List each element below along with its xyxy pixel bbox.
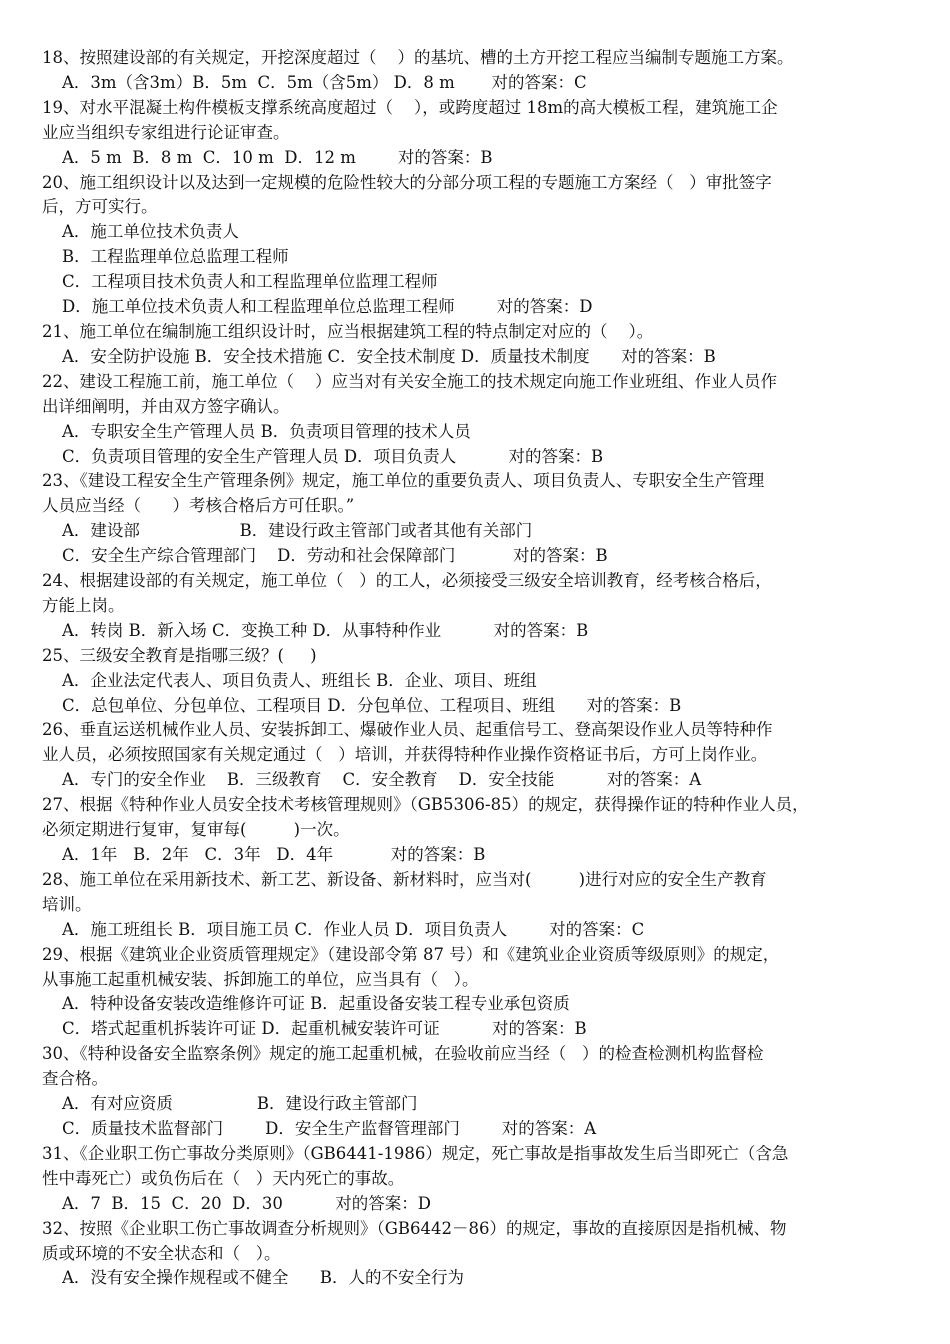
question-text-line: 31、《企业职工伤亡事故分类原则》（GB6441-1986）规定，死亡事故是指事故发生后当即死亡（含急 (42, 1143, 789, 1163)
answer-option-line: A．特种设备安装改造维修许可证 B．起重设备安装工程专业承包资质 (62, 994, 570, 1014)
question-text-line: 29、根据《建筑业企业资质管理规定》（建设部令第 87 号）和《建筑业企业资质等级原则》的规定， (42, 944, 780, 964)
answer-option-line: C．负责项目管理的安全生产管理人员 D．项目负责人 对的答案：B (62, 446, 604, 466)
question-text-line: 24、根据建设部的有关规定，施工单位（ ）的工人，必须接受三级安全培训教育，经考核合格后， (42, 571, 772, 591)
answer-option-line: A．施工单位技术负责人 (62, 222, 239, 242)
question-text-line: 20、施工组织设计以及达到一定规模的危险性较大的分部分项工程的专题施工方案经（ ）审批签字 (42, 172, 772, 192)
answer-option-line: C．安全生产综合管理部门 D．劳动和社会保障部门 对的答案：B (62, 546, 608, 566)
question-text-line: 必须定期进行复审，复审每( )一次。 (42, 820, 350, 840)
question-text-line: 21、施工单位在编制施工组织设计时，应当根据建筑工程的特点制定对应的（ ）。 (42, 321, 654, 341)
question-text-line: 27、根据《特种作业人员安全技术考核管理规则》（GB5306-85）的规定，获得操作证的特种作业人员， (42, 795, 809, 815)
question-text-line: 出详细阐明，并由双方签字确认。 (42, 396, 290, 416)
question-text-line: 性中毒死亡）或负伤后在（ ）天内死亡的事故。 (42, 1168, 405, 1188)
question-text-line: 业应当组织专家组进行论证审查。 (42, 122, 290, 142)
answer-option-line: A．有对应资质 B．建设行政主管部门 (62, 1094, 418, 1114)
question-text-line: 人员应当经（ ）考核合格后方可任职。” (42, 496, 355, 516)
answer-option-line: A．3m（含3m）B．5m C．5m（含5m） D．8 m 对的答案：C (62, 72, 587, 92)
answer-option-line: C．质量技术监督部门 D．安全生产监督管理部门 对的答案：A (62, 1118, 597, 1138)
question-text-line: 22、建设工程施工前，施工单位（ ）应当对有关安全施工的技术规定向施工作业班组、作业人员作 (42, 371, 777, 391)
question-text-line: 28、施工单位在采用新技术、新工艺、新设备、新材料时，应当对( )进行对应的安全生产教育 (42, 869, 767, 889)
answer-option-line: A．5 m B．8 m C．10 m D．12 m 对的答案：B (62, 147, 493, 167)
answer-option-line: A．没有安全操作规程或不健全 B．人的不安全行为 (62, 1268, 465, 1288)
question-text-line: 18、按照建设部的有关规定，开挖深度超过（ ）的基坑、槽的土方开挖工程应当编制专题施工方案。 (42, 48, 794, 67)
answer-option-line: A．专职安全生产管理人员 B．负责项目管理的技术人员 (62, 421, 471, 441)
answer-option-line: A．转岗 B．新入场 C．变换工种 D．从事特种作业 对的答案：B (62, 620, 589, 640)
question-text-line: 从事施工起重机械安装、拆卸施工的单位，应当具有（ ）。 (42, 969, 479, 989)
answer-option-line: A．安全防护设施 B．安全技术措施 C．安全技术制度 D．质量技术制度 对的答案：B (62, 346, 716, 366)
question-text-line: 查合格。 (42, 1069, 108, 1089)
question-text-line: 培训。 (42, 894, 92, 914)
answer-option-line: C．工程项目技术负责人和工程监理单位监理工程师 (62, 272, 438, 292)
question-text-line: 30、《特种设备安全监察条例》规定的施工起重机械，在验收前应当经（ ）的检查检测机构监督检 (42, 1044, 764, 1064)
answer-option-line: C．塔式起重机拆装许可证 D．起重机械安装许可证 对的答案：B (62, 1019, 587, 1039)
answer-option-line: C．总包单位、分包单位、工程项目 D．分包单位、工程项目、班组 对的答案：B (62, 695, 682, 715)
answer-option-line: A．7 B．15 C．20 D．30 对的答案：D (62, 1193, 432, 1213)
answer-option-line: A．1年 B．2年 C．3年 D．4年 对的答案：B (62, 845, 486, 864)
answer-option-line: B．工程监理单位总监理工程师 (62, 247, 289, 267)
question-text-line: 32、按照《企业职工伤亡事故调查分析规则》（GB6442－86）的规定，事故的直接原因是指机械、物 (42, 1218, 787, 1238)
question-text-line: 23、《建设工程安全生产管理条例》规定，施工单位的重要负责人、项目负责人、专职安全生产管理 (42, 471, 765, 491)
answer-option-line: A．施工班组长 B．项目施工员 C．作业人员 D．项目负责人 对的答案：C (62, 919, 645, 939)
answer-option-line: A．企业法定代表人、项目负责人、班组长 B．企业、项目、班组 (62, 670, 537, 690)
question-text-line: 业人员，必须按照国家有关规定通过（ ）培训，并获得特种作业操作资格证书后，方可上岗作业。 (42, 745, 768, 765)
answer-option-line: A．建设部 B．建设行政主管部门或者其他有关部门 (62, 521, 533, 541)
answer-option-line: D．施工单位技术负责人和工程监理单位总监理工程师 对的答案：D (62, 297, 593, 317)
question-text-line: 后，方可实行。 (42, 197, 158, 217)
question-text-line: 方能上岗。 (42, 595, 125, 615)
question-text-line: 25、三级安全教育是指哪三级？( ) (42, 645, 317, 665)
question-text-line: 质或环境的不安全状态和（ ）。 (42, 1243, 281, 1263)
answer-option-line: A．专门的安全作业 B．三级教育 C．安全教育 D．安全技能 对的答案：A (62, 770, 702, 790)
question-text-line: 26、垂直运送机械作业人员、安装拆卸工、爆破作业人员、起重信号工、登高架设作业人员等特种作 (42, 720, 773, 740)
question-text-line: 19、对水平混凝土构件模板支撑系统高度超过（ ），或跨度超过 18m的高大模板工程，建筑施工企 (42, 97, 778, 117)
